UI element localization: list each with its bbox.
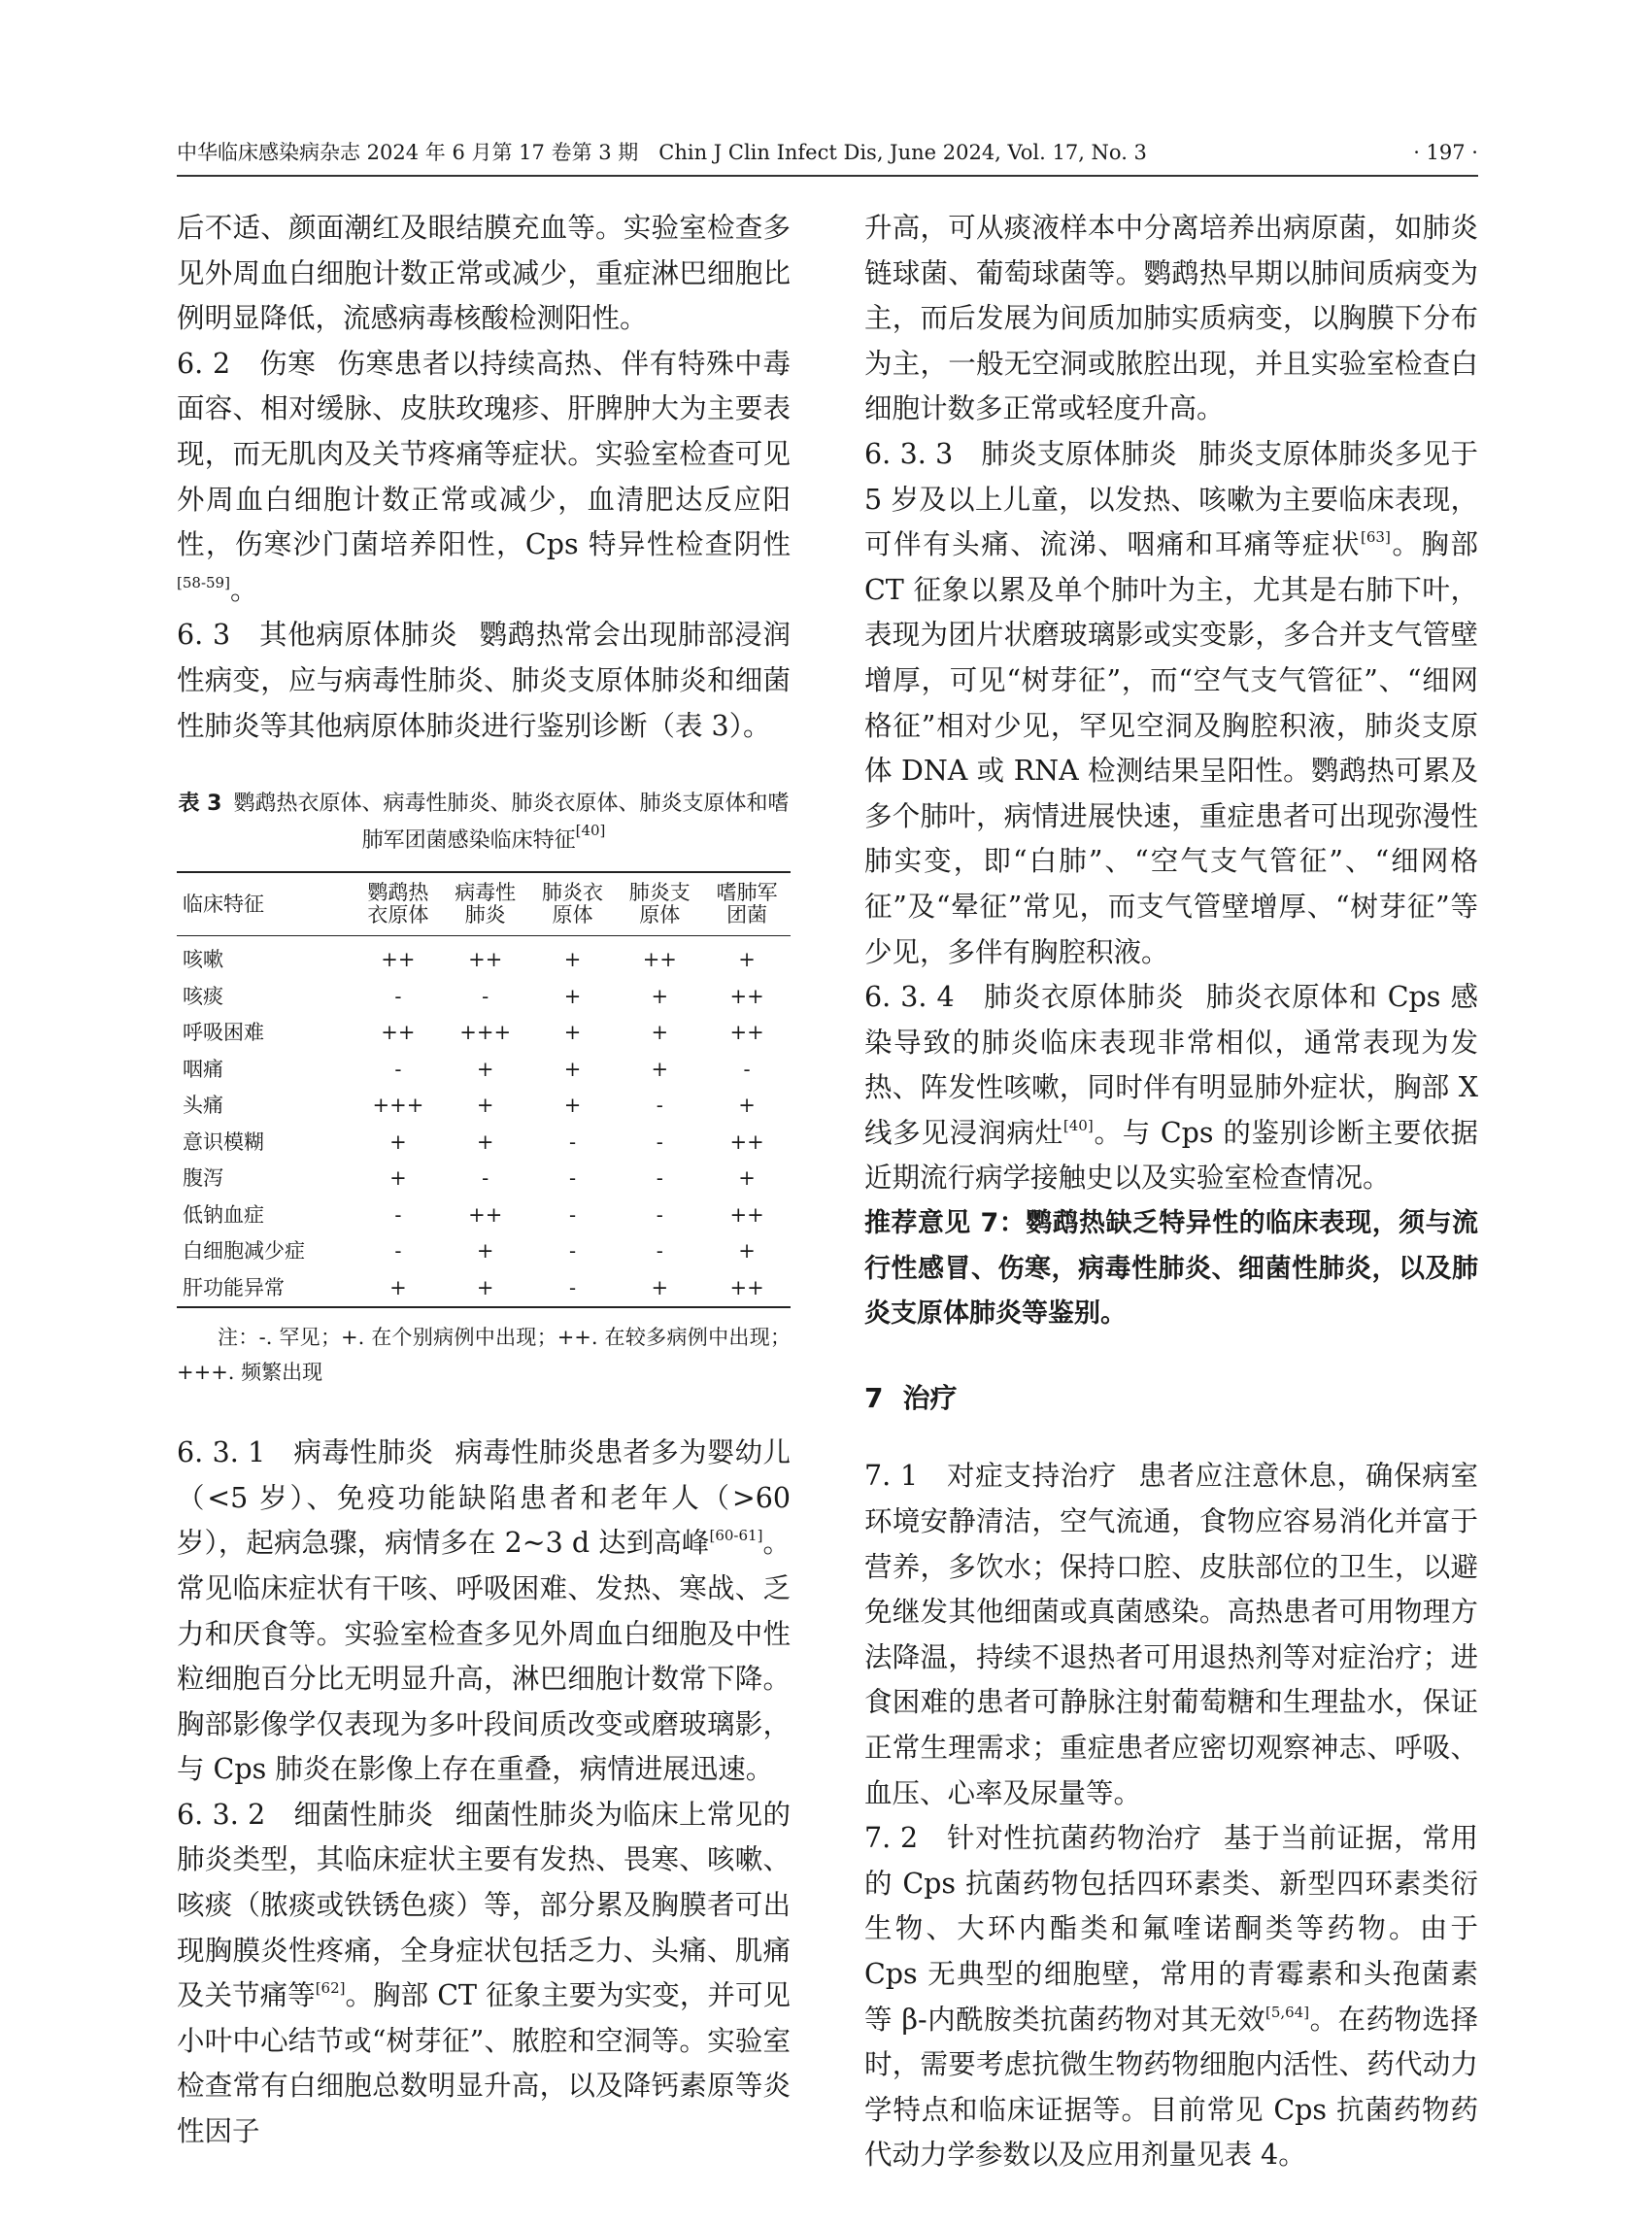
table-caption bbox=[177, 786, 791, 860]
running-head bbox=[177, 136, 1478, 169]
table-cell: + bbox=[476, 1094, 494, 1118]
section-6-3-1 bbox=[177, 1431, 791, 1793]
table-row bbox=[177, 1270, 791, 1308]
table-cell: + bbox=[476, 1239, 494, 1264]
table-cell: - bbox=[394, 1057, 402, 1081]
column-header: 嗜肺军团菌 bbox=[716, 881, 778, 927]
table-cell: ++ bbox=[468, 1202, 503, 1227]
row-label: 肝功能异常 bbox=[183, 1275, 285, 1299]
row-label: 咽痛 bbox=[183, 1057, 223, 1081]
table-cell: ++ bbox=[729, 984, 764, 1008]
table-cell: - bbox=[656, 1094, 663, 1118]
citation-ref: [40] bbox=[1062, 1116, 1094, 1134]
table-cell: + bbox=[738, 1166, 756, 1191]
section-text: 基于当前证据，常用的 Cps 抗菌药物包括四环素类、新型四环素类衍生物、大环内酯类和氟喹诺酮类等药物。由于 Cps 无典型的细胞壁，常用的青霉素和头孢菌素等 β-内酰胺类抗菌药物对其无效 bbox=[864, 1822, 1478, 2036]
citation-ref: [5,64] bbox=[1264, 2003, 1310, 2021]
section-text: 患者应注意休息，确保病室环境安静清洁，空气流通，食物应容易消化并富于营养，多饮水；保持口腔、皮肤部位的卫生，以避免继发其他细菌或真菌感染。高热患者可用物理方法降温，持续不退热者可用退热剂等对症治疗；进食困难的患者可静脉注射葡萄糖和生理盐水，保证正常生理需求；重症患者应密切观察神志、呼吸、血压、心率及尿量等。 bbox=[864, 1460, 1478, 1809]
table-cell: + bbox=[476, 1057, 494, 1081]
table-cell: + bbox=[738, 1239, 756, 1264]
table-cell: - bbox=[394, 984, 402, 1008]
citation-ref: [63] bbox=[1361, 528, 1391, 547]
table-cell: - bbox=[656, 1129, 663, 1154]
table-body bbox=[177, 936, 791, 1308]
table-cell: - bbox=[743, 1057, 751, 1081]
table-note: 注：-. 罕见；+. 在个别病例中出现；++. 在较多病例中出现；+++. 频繁出现 bbox=[177, 1326, 791, 1385]
table-cell: ++ bbox=[642, 948, 677, 972]
row-label: 腹泻 bbox=[183, 1166, 223, 1191]
table-cell: - bbox=[568, 1166, 577, 1191]
section-6-3-4 bbox=[864, 975, 1478, 1201]
table-cell: - bbox=[482, 1166, 489, 1191]
table-row bbox=[177, 1015, 791, 1052]
section-text: 病毒性肺炎患者多为婴幼儿（<5 岁）、免疫功能缺陷患者和老年人（>60 岁），起病急骤，病情多在 2~3 d 达到高峰 bbox=[177, 1436, 791, 1560]
row-label: 白细胞减少症 bbox=[183, 1239, 305, 1264]
section-text: 肺炎支原体肺炎多见于 5 岁及以上儿童，以发热、咳嗽为主要临床表现，可伴有头痛、流涕、咽痛和耳痛等症状 bbox=[864, 437, 1478, 561]
section-heading: 6. 3. 2 细菌性肺炎 bbox=[177, 1798, 434, 1831]
table-label: 表 3 bbox=[178, 792, 222, 817]
table-cell: - bbox=[568, 1129, 577, 1154]
section-6-2 bbox=[177, 342, 791, 614]
table-cell: - bbox=[568, 1275, 577, 1299]
table-cell: + bbox=[563, 984, 582, 1008]
table-cell: + bbox=[563, 1057, 582, 1081]
table-cell: + bbox=[738, 1094, 756, 1118]
page-number: · 197 · bbox=[1413, 141, 1478, 164]
section-text-continued: 。胸部 CT 征象以累及单个肺叶为主，尤其是右肺下叶，表现为团片状磨玻璃影或实变影，多合并支气管壁增厚，可见“树芽征”，而“空气支气管征”、“细网格征”相对少见，罕见空洞及胸腔积液，肺炎支原体 DNA 或 RNA 检测结果呈阳性。鹦鹉热可累及多个肺叶，病情进展快速，重症患者可出现弥漫性肺实变，即“白肺”、“空气支气管征”、“细网格征”及“晕征”常见，而支气管壁增厚、“树芽征”等少见，多伴有胸腔积液。 bbox=[864, 528, 1478, 968]
table-cell: - bbox=[656, 1202, 663, 1227]
section-text-continued: 。在药物选择时，需要考虑抗微生物药物细胞内活性、药代动力学特点和临床证据等。目前常见 Cps 抗菌药物药代动力学参数以及应用剂量见表 4。 bbox=[864, 2003, 1478, 2172]
recommendation-7: 推荐意见 7：鹦鹉热缺乏特异性的临床表现，须与流行性感冒、伤寒，病毒性肺炎、细菌性肺炎，以及肺炎支原体肺炎等鉴别。 bbox=[864, 1208, 1478, 1330]
table-cell: + bbox=[389, 1166, 407, 1191]
table-row bbox=[177, 1052, 791, 1089]
section-text: 细菌性肺炎为临床上常见的肺炎类型，其临床症状主要有发热、畏寒、咳嗽、咳痰（脓痰或铁锈色痰）等，部分累及胸膜者可出现胸膜炎性疼痛，全身症状包括乏力、头痛、肌痛及关节痛等 bbox=[177, 1798, 791, 2012]
table-cell: - bbox=[656, 1239, 663, 1264]
table-cell: + bbox=[389, 1129, 407, 1154]
table-cell: + bbox=[563, 948, 582, 972]
section-7-2 bbox=[864, 1816, 1478, 2178]
table-row bbox=[177, 1125, 791, 1162]
row-label: 呼吸困难 bbox=[183, 1021, 264, 1045]
table-cell: - bbox=[568, 1202, 577, 1227]
section-heading: 6. 3 其他病原体肺炎 bbox=[177, 619, 458, 652]
column-header: 肺炎支原体 bbox=[628, 881, 691, 927]
table-cell: + bbox=[476, 1275, 494, 1299]
table-row bbox=[177, 979, 791, 1016]
table-cell: ++ bbox=[729, 1021, 764, 1045]
journal-citation: 中华临床感染病杂志 2024 年 6 月第 17 卷第 3 期 Chin J Clin Infect Dis, June 2024, Vol. 17, No. 3 bbox=[177, 141, 1147, 164]
table-cell: ++ bbox=[381, 1021, 416, 1045]
column-header: 病毒性肺炎 bbox=[455, 881, 517, 927]
table-cell: - bbox=[482, 984, 489, 1008]
section-text-continued: 。常见临床症状有干咳、呼吸困难、发热、寒战、乏力和厌食等。实验室检查多见外周血白细胞及中性粒细胞百分比无明显升高，淋巴细胞计数常下降。胸部影像学仅表现为多叶段间质改变或磨玻璃影，与 Cps 肺炎在影像上存在重叠，病情进展迅速。 bbox=[177, 1527, 791, 1786]
left-column bbox=[177, 206, 791, 2155]
table-title: 鹦鹉热衣原体、病毒性肺炎、肺炎衣原体、肺炎支原体和嗜肺军团菌感染临床特征 bbox=[233, 792, 790, 854]
table-cell: + bbox=[563, 1021, 582, 1045]
column-header: 临床特征 bbox=[183, 892, 264, 916]
chapter-title: 治疗 bbox=[902, 1381, 958, 1414]
table-cell: - bbox=[568, 1239, 577, 1264]
table-cell: + bbox=[651, 1021, 669, 1045]
table-cell: +++ bbox=[372, 1094, 424, 1118]
table-cell: + bbox=[651, 1057, 669, 1081]
table-header-row bbox=[177, 872, 791, 936]
table-cell: + bbox=[389, 1275, 407, 1299]
section-text-continued: 。胸部 CT 征象主要为实变，并可见小叶中心结节或“树芽征”、脓腔和空洞等。实验室检查常有白细胞总数明显升高，以及降钙素原等炎性因子 bbox=[177, 1979, 791, 2148]
section-6-3-2 bbox=[177, 1793, 791, 2155]
table-row bbox=[177, 1233, 791, 1270]
table-cell: - bbox=[394, 1202, 402, 1227]
table-cell: + bbox=[563, 1094, 582, 1118]
clinical-features-table bbox=[177, 871, 791, 1308]
table-cell: ++ bbox=[468, 948, 503, 972]
section-heading: 6. 3. 1 病毒性肺炎 bbox=[177, 1436, 434, 1469]
table-cell: ++ bbox=[729, 1129, 764, 1154]
row-label: 低钠血症 bbox=[183, 1202, 264, 1227]
table-row bbox=[177, 936, 791, 979]
table-cell: + bbox=[738, 948, 756, 972]
header-rule bbox=[177, 175, 1478, 177]
citation-ref: [60-61] bbox=[709, 1527, 763, 1545]
chapter-number: 7 bbox=[864, 1381, 884, 1414]
section-heading: 6. 3. 3 肺炎支原体肺炎 bbox=[864, 437, 1178, 470]
table-cell: ++ bbox=[729, 1202, 764, 1227]
table-cell: - bbox=[656, 1166, 663, 1191]
table-row bbox=[177, 1161, 791, 1197]
table-cell: ++ bbox=[729, 1275, 764, 1299]
paragraph-influenza-tail: 后不适、颜面潮红及眼结膜充血等。实验室检查多见外周血白细胞计数正常或减少，重症淋巴细胞比例明显降低，流感病毒核酸检测阳性。 bbox=[177, 212, 791, 335]
section-heading: 6. 2 伤寒 bbox=[177, 347, 317, 380]
citation-ref: [40] bbox=[575, 822, 606, 840]
column-header: 鹦鹉热衣原体 bbox=[367, 881, 429, 927]
section-6-3-3 bbox=[864, 432, 1478, 975]
paragraph-bacterial-tail: 升高，可从痰液样本中分离培养出病原菌，如肺炎链球菌、葡萄球菌等。鹦鹉热早期以肺间质病变为主，而后发展为间质加肺实质病变，以胸膜下分布为主，一般无空洞或脓腔出现，并且实验室检查白细胞计数多正常或轻度升高。 bbox=[864, 212, 1478, 425]
section-text: 鹦鹉热常会出现肺部浸润性病变，应与病毒性肺炎、肺炎支原体肺炎和细菌性肺炎等其他病原体肺炎进行鉴别诊断（表 3）。 bbox=[177, 619, 791, 742]
row-label: 咳痰 bbox=[183, 984, 223, 1008]
column-header: 肺炎衣原体 bbox=[541, 881, 603, 927]
table-cell: +++ bbox=[459, 1021, 512, 1045]
citation-ref: [62] bbox=[315, 1979, 346, 1998]
section-heading: 7. 2 针对性抗菌药物治疗 bbox=[864, 1822, 1202, 1855]
section-text-end: 。 bbox=[229, 573, 258, 606]
chapter-heading bbox=[864, 1376, 1478, 1422]
row-label: 咳嗽 bbox=[183, 948, 223, 972]
row-label: 意识模糊 bbox=[183, 1129, 264, 1154]
section-text: 伤寒患者以持续高热、伴有特殊中毒面容、相对缓脉、皮肤玫瑰疹、肝脾肿大为主要表现，而无肌肉及关节疼痛等症状。实验室检查可见外周血白细胞计数正常或减少，血清肥达反应阳性，伤寒沙门菌培养阳性，Cps 特异性检查阴性 bbox=[177, 347, 791, 561]
section-7-1 bbox=[864, 1454, 1478, 1816]
table-cell: ++ bbox=[381, 948, 416, 972]
section-heading: 6. 3. 4 肺炎衣原体肺炎 bbox=[864, 981, 1185, 1014]
table-cell: + bbox=[651, 1275, 669, 1299]
section-text: 肺炎衣原体和 Cps 感染导致的肺炎临床表现非常相似，通常表现为发热、阵发性咳嗽，同时伴有明显肺外症状，胸部 X 线多见浸润病灶 bbox=[864, 981, 1478, 1149]
table-row bbox=[177, 1088, 791, 1125]
citation-ref: [58-59] bbox=[177, 573, 230, 591]
section-heading: 7. 1 对症支持治疗 bbox=[864, 1460, 1118, 1493]
row-label: 头痛 bbox=[183, 1094, 223, 1118]
table-cell: - bbox=[394, 1239, 402, 1264]
section-6-3 bbox=[177, 613, 791, 749]
section-text-continued: 。与 Cps 的鉴别诊断主要依据近期流行病学接触史以及实验室检查情况。 bbox=[864, 1116, 1478, 1195]
table-row bbox=[177, 1197, 791, 1234]
table-cell: + bbox=[476, 1129, 494, 1154]
right-column bbox=[864, 206, 1478, 2178]
table-cell: + bbox=[651, 984, 669, 1008]
